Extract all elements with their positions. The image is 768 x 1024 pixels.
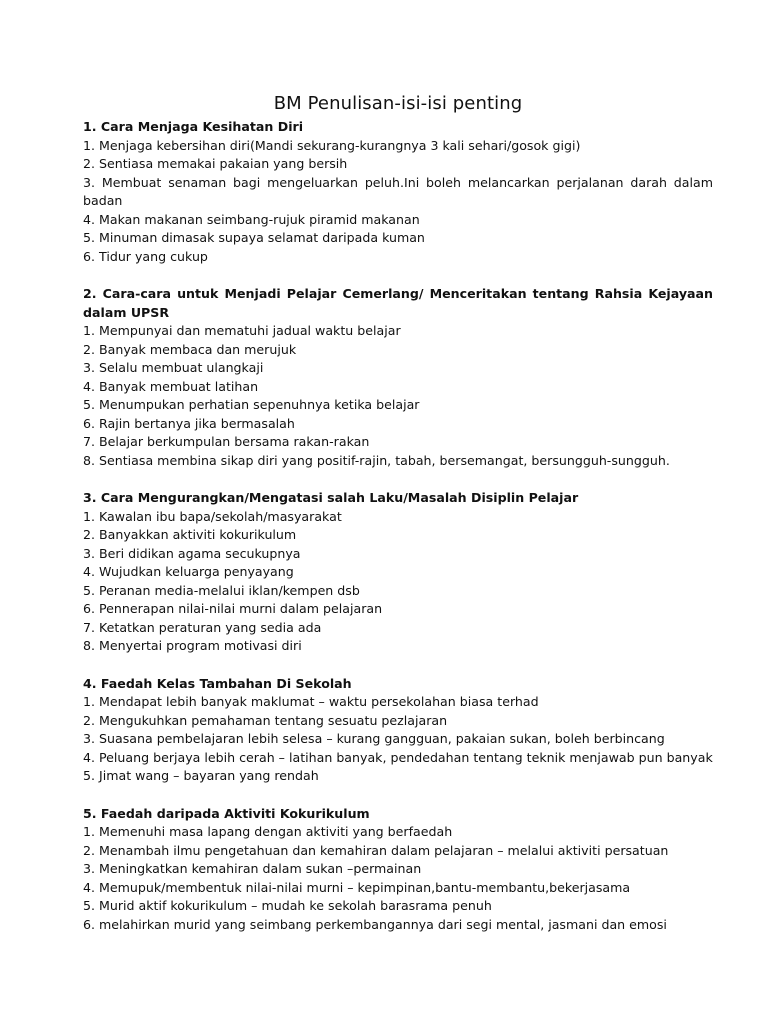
list-item: 4. Banyak membuat latihan	[83, 378, 259, 394]
list-item: 1. Memenuhi masa lapang dengan aktiviti yang berfaedah	[83, 824, 453, 839]
list-item: 1. Kawalan ibu bapa/sekolah/masyarakat	[83, 508, 342, 524]
list-item: 7. Belajar berkumpulan bersama rakan-rakan	[83, 434, 370, 449]
section-list	[83, 823, 713, 934]
section-2	[83, 285, 713, 470]
list-item: 2. Banyakkan aktiviti kokurikulum	[83, 527, 297, 542]
section-list	[83, 322, 713, 470]
list-item: 5. Peranan media-melalui iklan/kempen dsb	[83, 582, 360, 598]
list-item: 3. Selalu membuat ulangkaji	[83, 360, 264, 375]
section-4	[83, 675, 713, 786]
section-5	[83, 805, 713, 935]
list-item: 1. Mendapat lebih banyak maklumat – waktu persekolahan biasa terhad	[83, 694, 539, 709]
list-item: 6. Pennerapan nilai-nilai murni dalam pelajaran	[83, 601, 383, 616]
section-1	[83, 118, 713, 266]
list-item: 1. Menjaga kebersihan diri(Mandi sekurang-kurangnya 3 kali sehari/gosok gigi)	[83, 137, 581, 153]
list-item: 4. Memupuk/membentuk nilai-nilai murni – kepimpinan,bantu-membantu,bekerjasama	[83, 879, 631, 895]
list-item: 3. Membuat senaman bagi mengeluarkan peluh.Ini boleh melancarkan perjalanan darah dalam badan	[83, 174, 713, 208]
list-item: 5. Murid aktif kokurikulum – mudah ke sekolah barasrama penuh	[83, 898, 492, 913]
section-3	[83, 489, 713, 656]
list-item: 4. Makan makanan seimbang-rujuk piramid makanan	[83, 211, 420, 227]
list-item: 3. Meningkatkan kemahiran dalam sukan –permainan	[83, 861, 422, 876]
section-list	[83, 508, 713, 656]
list-item: 3. Suasana pembelajaran lebih selesa – kurang gangguan, pakaian sukan, boleh berbincang	[83, 731, 665, 746]
list-item: 2. Banyak membaca dan merujuk	[83, 341, 297, 357]
list-item: 1. Mempunyai dan mematuhi jadual waktu belajar	[83, 323, 401, 338]
section-list	[83, 137, 713, 267]
list-item: 8. Sentiasa membina sikap diri yang positif-rajin, tabah, bersemangat, bersungguh-sungguh.	[83, 452, 670, 468]
section-heading: 3. Cara Mengurangkan/Mengatasi salah Laku/Masalah Disiplin Pelajar	[83, 490, 579, 505]
list-item: 5. Menumpukan perhatian sepenuhnya ketika belajar	[83, 397, 420, 412]
list-item: 4. Wujudkan keluarga penyayang	[83, 564, 294, 579]
list-item: 6. melahirkan murid yang seimbang perkembangannya dari segi mental, jasmani dan emosi	[83, 916, 667, 932]
list-item: 3. Beri didikan agama secukupnya	[83, 545, 301, 561]
list-item: 4. Peluang berjaya lebih cerah – latihan banyak, pendedahan tentang teknik menjawab pun banyak	[83, 749, 713, 765]
list-item: 6. Tidur yang cukup	[83, 248, 208, 264]
section-heading: 5. Faedah daripada Aktiviti Kokurikulum	[83, 805, 370, 821]
section-heading: 2. Cara-cara untuk Menjadi Pelajar Cemerlang/ Menceritakan tentang Rahsia Kejayaan dalam UPSR	[83, 286, 713, 320]
list-item: 7. Ketatkan peraturan yang sedia ada	[83, 619, 322, 635]
page-title: BM Penulisan-isi-isi penting	[273, 93, 523, 114]
document-page	[83, 92, 713, 953]
list-item: 2. Menambah ilmu pengetahuan dan kemahiran dalam pelajaran – melalui aktiviti persatuan	[83, 842, 669, 858]
section-list	[83, 693, 713, 786]
list-item: 5. Minuman dimasak supaya selamat daripada kuman	[83, 230, 425, 245]
sections-container	[83, 118, 713, 934]
section-heading: 4. Faedah Kelas Tambahan Di Sekolah	[83, 675, 352, 691]
list-item: 6. Rajin bertanya jika bermasalah	[83, 415, 295, 431]
list-item: 2. Sentiasa memakai pakaian yang bersih	[83, 156, 348, 171]
section-heading: 1. Cara Menjaga Kesihatan Diri	[83, 119, 304, 134]
list-item: 5. Jimat wang – bayaran yang rendah	[83, 768, 319, 783]
list-item: 8. Menyertai program motivasi diri	[83, 638, 302, 653]
list-item: 2. Mengukuhkan pemahaman tentang sesuatu pezlajaran	[83, 712, 448, 728]
